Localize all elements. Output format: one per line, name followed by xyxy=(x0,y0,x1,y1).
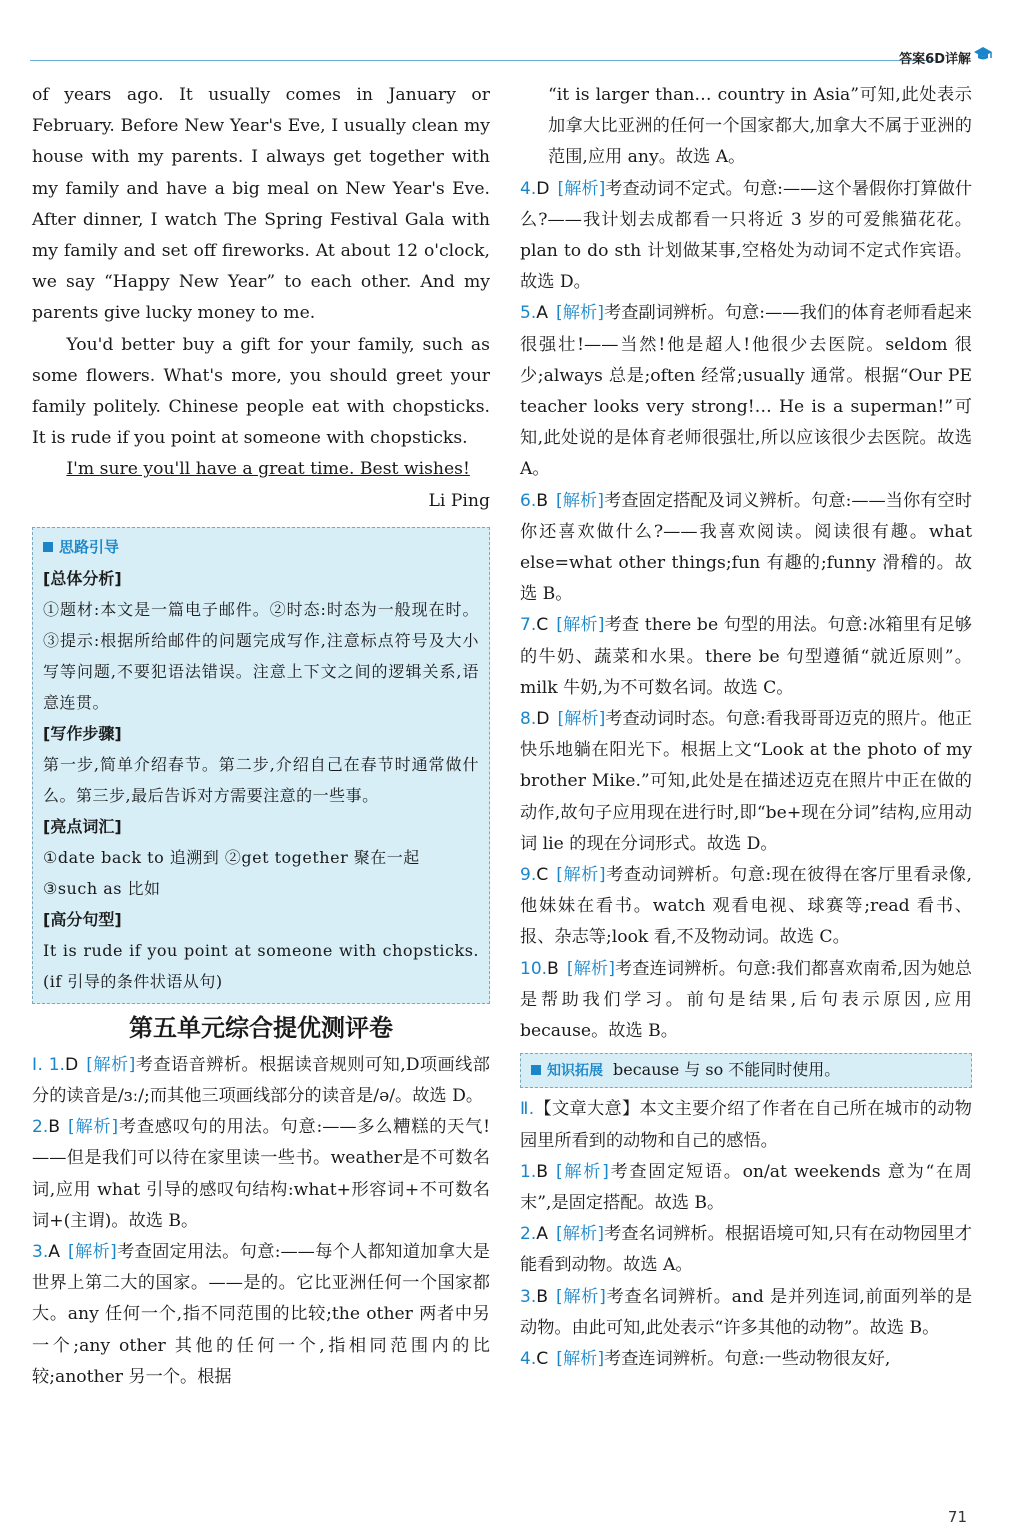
answer-item: 4.C [解析]考查连词辨析。句意:一些动物很友好, xyxy=(520,1348,891,1369)
letter-signature: Li Ping xyxy=(428,490,490,511)
letter-paragraph-2: You'd better buy a gift for your family, such as some flowers. What's more, you should greet your family politely. Chinese people eat with chopsticks. It is rude if you point at someone with chopsticks. xyxy=(32,334,490,449)
guide-vocab-line-2: ③such as 比如 xyxy=(43,878,161,898)
header-label: 答案6D详解 xyxy=(899,52,971,67)
guide-overall-head: [总体分析] xyxy=(43,568,122,588)
letter-paragraph-1: of years ago. It usually comes in January or February. Before New Year's Eve, I usually clean my house with my parents. I always get together with my family and have a big meal on New Year's Eve. After dinner, I watch The Spring Festival Gala with my family and set off fireworks. At about 12 o'clock, we say “Happy New Year” to each other. And my parents give lucky money to me. xyxy=(32,85,490,324)
answer-item: 3.A [解析]考查固定用法。句意:——每个人都知道加拿大是世界上第二大的国家。——是的。它比亚洲任何一个国家都大。any 任何一个,指不同范围的比较;the other 两者中另一个;any other 其他的任何一个,指相同范围内的比较;another 另一个。根据 xyxy=(32,1242,490,1387)
answer-item: 10.B [解析]考查连词辨析。句意:我们都喜欢南希,因为她总是帮助我们学习。前句是结果,后句表示原因,应用 because。故选 B。 xyxy=(520,958,972,1042)
answer-item: 6.B [解析]考查固定搭配及词义辨析。句意:——当你有空时你还喜欢做什么?——我喜欢阅读。阅读很有趣。what else=what other things;fun 有趣的;funny 滑稽的。故选 B。 xyxy=(520,490,972,605)
answer-item: 3.B [解析]考查名词辨析。and 是并列连词,前面列举的是动物。由此可知,此处表示“许多其他的动物”。故选 B。 xyxy=(520,1286,973,1338)
guide-steps-text: 第一步,简单介绍春节。第二步,介绍自己在春节时通常做什么。第三步,最后告诉对方需要注意的一些事。 xyxy=(43,754,479,805)
right-column xyxy=(520,80,972,1375)
guide-overall-text: ①题材:本文是一篇电子邮件。②时态:时态为一般现在时。③提示:根据所给邮件的问题完成写作,注意标点符号及大小写等问题,不要犯语法错误。注意上下文之间的逻辑关系,语意连贯。 xyxy=(43,599,479,712)
answer-item: 2.A [解析]考查名词辨析。根据语境可知,只有在动物园里才能看到动物。故选 A。 xyxy=(520,1224,972,1276)
header-rule xyxy=(30,60,935,61)
square-bullet-icon xyxy=(531,1065,541,1075)
page-number: 71 xyxy=(944,1508,971,1526)
section-title: 第五单元综合提优测评卷 xyxy=(129,1013,393,1042)
answer-item: 1.B [解析]考查固定短语。on/at weekends 意为“在周末”,是固定搭配。故选 B。 xyxy=(520,1161,972,1213)
knowledge-title: 知识拓展 xyxy=(531,1063,603,1079)
graduation-cap-icon xyxy=(973,44,993,64)
part2-summary: Ⅱ.【文章大意】本文主要介绍了作者在自己所在城市的动物园里所看到的动物和自己的感悟。 xyxy=(520,1099,972,1151)
guide-vocab-line-1: ①date back to 追溯到 ②get together 聚在一起 xyxy=(43,847,420,867)
answer-item: 2.B [解析]考查感叹句的用法。句意:——多么糟糕的天气!——但是我们可以待在家里读一些书。weather是不可数名词,应用 what 引导的感叹句结构:what+形容词+不可数名词+(主谓)。故选 B。 xyxy=(32,1117,490,1231)
answer-item: 9.C [解析]考查动词辨析。句意:现在彼得在客厅里看录像,他妹妹在看书。watch 观看电视、球赛等;read 看书、报、杂志等;look 看,不及物动词。故选 C。 xyxy=(520,865,972,948)
answer-item: 4.D [解析]考查动词不定式。句意:——这个暑假你打算做什么?——我计划去成都看一只将近 3 岁的可爱熊猫花花。plan to do sth 计划做某事,空格处为动词不定式作宾语。故选 D。 xyxy=(520,178,973,293)
guide-steps-head: [写作步骤] xyxy=(43,723,122,743)
square-bullet-icon xyxy=(43,542,53,552)
knowledge-box xyxy=(520,1053,972,1088)
guide-sentence-head: [高分句型] xyxy=(43,909,122,929)
guide-title: 思路引导 xyxy=(43,532,479,563)
guide-vocab-head: [亮点词汇] xyxy=(43,816,122,836)
letter-closing: I'm sure you'll have a great time. Best wishes! xyxy=(66,459,470,480)
answer-item: 7.C [解析]考查 there be 句型的用法。句意:冰箱里有足够的牛奶、蔬菜和水果。there be 句型遵循“就近原则”。milk 牛奶,为不可数名词。故选 C。 xyxy=(520,615,972,698)
answer-continuation: “it is larger than… country in Asia”可知,此处表示加拿大比亚洲的任何一个国家都大,加拿大不属于亚洲的范围,应用 any。故选 A。 xyxy=(548,85,972,168)
answer-item: 5.A [解析]考查副词辨析。句意:——我们的体育老师看起来很强壮!——当然!他是超人!他很少去医院。seldom 很少;always 总是;often 经常;usually 通常。根据“Our PE teacher looks very strong!… He is a superman!”可知,此处说的是体育老师很强壮,所以应该很少去医院。故选 A。 xyxy=(520,303,972,480)
writing-guide-box xyxy=(32,527,490,1004)
guide-sentence-text: It is rude if you point at someone with chopsticks. (if 引导的条件状语从句) xyxy=(43,940,479,991)
answer-item: Ⅰ. 1.D [解析]考查语音辨析。根据读音规则可知,D项画线部分的读音是/ɜː/;而其他三项画线部分的读音是/ə/。故选 D。 xyxy=(32,1054,490,1107)
knowledge-text: because 与 so 不能同时使用。 xyxy=(613,1060,841,1080)
left-column xyxy=(32,80,490,1393)
answer-item: 8.D [解析]考查动词时态。句意:看我哥哥迈克的照片。他正快乐地躺在阳光下。根据上文“Look at the photo of my brother Mike.”可知,此处是在描述迈克在照片中正在做的动作,故句子应用现在进行时,即“be+现在分词”结构,应用动词 lie 的现在分词形式。故选 D。 xyxy=(520,709,973,854)
